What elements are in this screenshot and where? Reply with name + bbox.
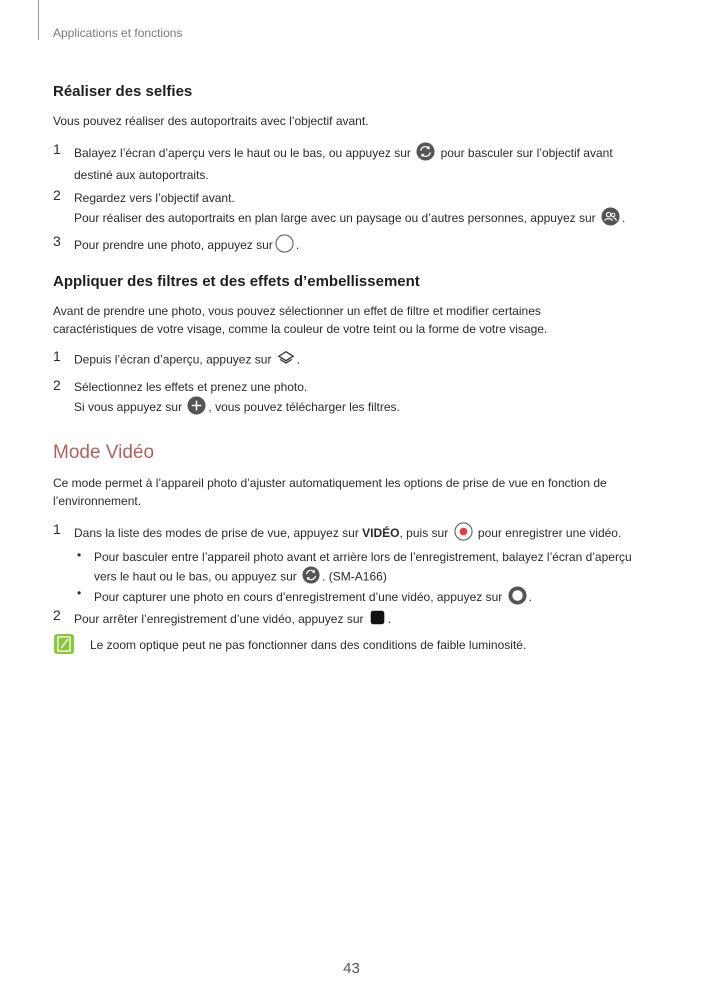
switch-camera-icon (416, 142, 435, 166)
video-step-2: Pour arrêter l’enregistrement d’une vidéo, appuyez sur . (74, 609, 664, 631)
selfies-step-1: Balayez l’écran d’aperçu vers le haut ou le bas, ou appuyez sur pour basculer sur l’objectif avant destiné aux autoportraits. (74, 142, 664, 184)
filters-step-1: Depuis l’écran d’aperçu, appuyez sur . (74, 349, 664, 372)
filters-intro: Avant de prendre une photo, vous pouvez sélectionner un effet de filtre et modifier certaines caractéristiques de votre visage, comme la couleur de votre teint ou la forme de votre visage. (53, 304, 548, 336)
note-text: Le zoom optique peut ne pas fonctionner dans des conditions de faible luminosité. (90, 638, 527, 652)
step-number: 3 (53, 233, 61, 249)
step-number: 2 (53, 377, 61, 393)
step-number: 2 (53, 607, 61, 623)
bullet: • (77, 548, 82, 562)
section-title-selfies: Réaliser des selfies (53, 83, 193, 100)
video-intro: Ce mode permet à l’appareil photo d’ajuster automatiquement les options de prise de vue en fonction de l’environnement. (53, 476, 607, 508)
filters-layers-icon (277, 349, 295, 372)
step-number: 1 (53, 141, 61, 157)
note-icon (54, 634, 74, 654)
capture-photo-icon (508, 586, 527, 610)
step-number: 1 (53, 348, 61, 364)
section-title-filters: Appliquer des filtres et des effets d’embellissement (53, 273, 420, 290)
record-button-icon (454, 522, 473, 546)
section-title-video: Mode Vidéo (53, 442, 155, 463)
video-bullet-1: Pour basculer entre l’appareil photo avant et arrière lors de l’enregistrement, balayez l’écran d’aperçu vers le haut ou le bas, ou appuyez sur . (SM-A166) (94, 548, 654, 589)
group-selfie-icon (601, 207, 620, 231)
page-number: 43 (343, 960, 360, 977)
shutter-button-icon (275, 234, 294, 258)
selfies-step-2: Regardez vers l’objectif avant. Pour réaliser des autoportraits en plan large avec un paysage ou d’autres personnes, appuyez sur . (74, 189, 664, 231)
add-icon (187, 396, 206, 420)
margin-line (38, 0, 39, 40)
stop-button-icon (369, 609, 386, 631)
selfies-intro: Vous pouvez réaliser des autoportraits avec l’objectif avant. (53, 114, 369, 128)
running-header: Applications et fonctions (53, 26, 183, 40)
selfies-step-3: Pour prendre une photo, appuyez sur . (74, 234, 664, 258)
step-number: 1 (53, 521, 61, 537)
video-bullet-2: Pour capturer une photo en cours d’enregistrement d’une vidéo, appuyez sur . (94, 586, 654, 610)
video-step-1: Dans la liste des modes de prise de vue, appuyez sur VIDÉO, puis sur pour enregistrer une vidéo. (74, 522, 664, 546)
filters-step-2: Sélectionnez les effets et prenez une photo. Si vous appuyez sur , vous pouvez télécharger les filtres. (74, 378, 664, 420)
bullet: • (77, 586, 82, 600)
step-number: 2 (53, 187, 61, 203)
